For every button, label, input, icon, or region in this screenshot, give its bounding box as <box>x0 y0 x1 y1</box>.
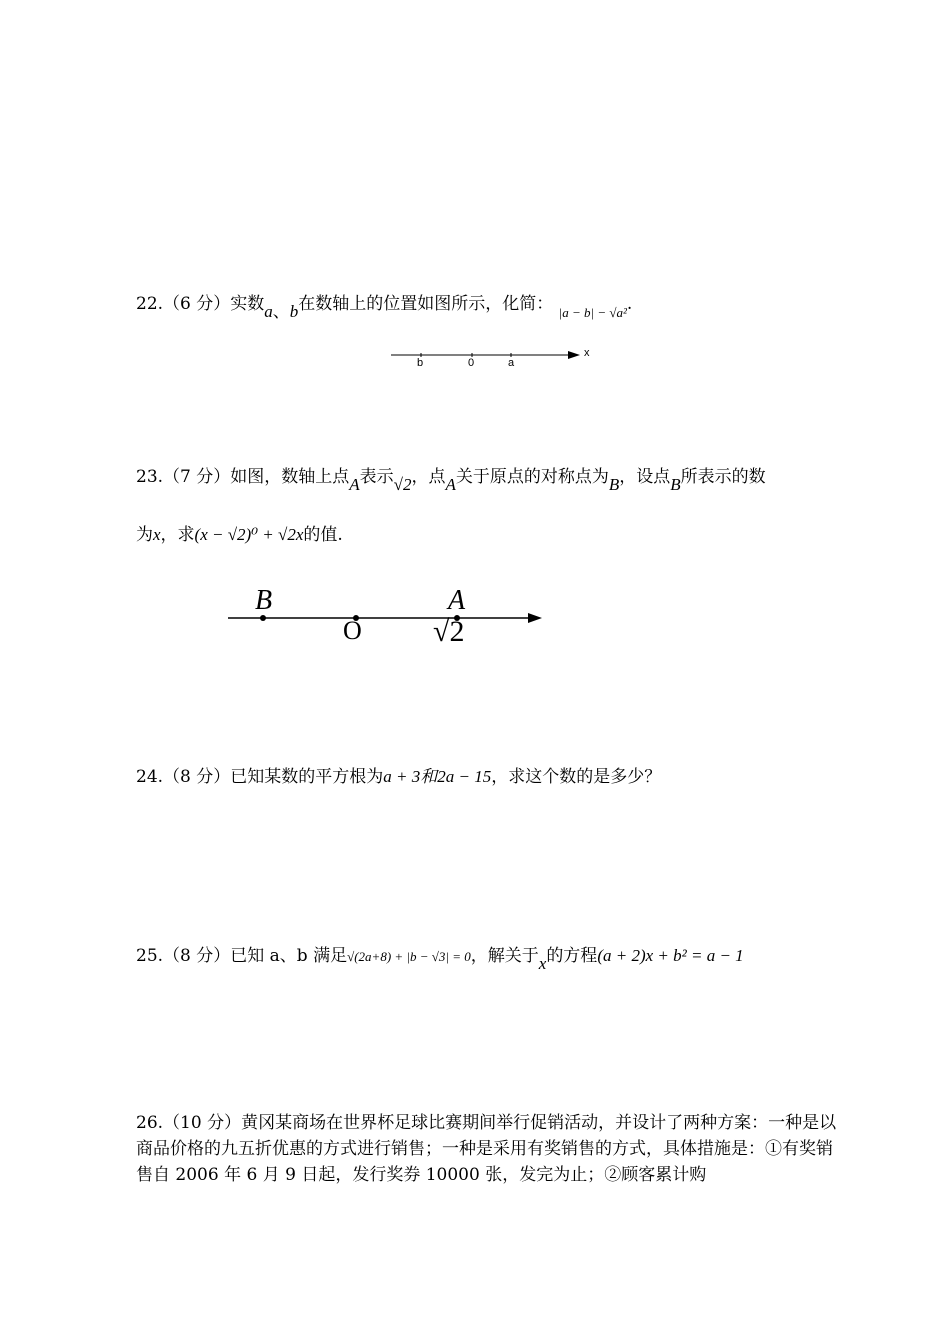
q23-number-line <box>226 608 546 628</box>
q23-arrowhead <box>528 613 542 623</box>
q23-fig-label-b: B <box>255 585 273 616</box>
q25-var-x: x <box>538 954 547 973</box>
q23-point-b: B <box>608 475 620 494</box>
q25-equation: (a + 2)x + b² = a − 1 <box>597 946 744 965</box>
q25-line <box>136 944 744 973</box>
q23-text-1: 23.（7 分）如图，数轴上点 <box>136 467 350 487</box>
q22-line <box>136 292 633 322</box>
q22-prefix: 22.（6 分）实数 <box>136 294 265 314</box>
q26-paragraph: 26.（10 分）黄冈某商场在世界杯足球比赛期间举行促销活动，并设计了两种方案：一种是以商品价格的九五折优惠的方式进行销售；一种是采用有奖销售的方式，具体措施是：①有奖销售自 2006 年 6 月 9 日起，发行奖券 10000 张，发完为止；②顾客累计购 <box>136 1113 837 1185</box>
q25-middle: ，解关于 <box>470 946 539 966</box>
q25-prefix: 25.（8 分）已知 a、b 满足 <box>136 946 348 966</box>
q23-point-b-2: B <box>670 475 681 494</box>
q23-sqrt2: √2 <box>393 475 412 494</box>
q23-point-a: A <box>349 475 360 494</box>
q23-text-2: 表示 <box>359 467 394 487</box>
q22-expression: |a − b| − √a² <box>558 305 627 320</box>
q24-suffix: ，求这个数的是多少？ <box>491 767 662 787</box>
q24-prefix: 24.（8 分）已知某数的平方根为 <box>136 767 384 787</box>
q23-expression: (x − √2)⁰ + √2x <box>194 525 304 544</box>
q23-point-a-2: A <box>445 475 456 494</box>
q22-label-x: x <box>584 347 590 359</box>
q22-label-0: 0 <box>468 357 475 369</box>
q23-text-6: 所表示的数 <box>680 467 766 487</box>
q24-line <box>136 765 661 789</box>
q23-text-7: 为 <box>136 525 153 545</box>
q23-text-5: ，设点 <box>619 467 671 487</box>
q24-expression: a + 3和2a − 15 <box>383 767 492 786</box>
q23-text-4: 关于原点的对称点为 <box>455 467 609 487</box>
q22-middle: 在数轴上的位置如图所示，化简： <box>298 294 554 314</box>
q22-arrowhead <box>568 351 580 359</box>
q23-line-2 <box>136 523 343 547</box>
q23-fig-label-a: A <box>448 585 466 616</box>
q22-label-a: a <box>508 357 515 369</box>
q23-text-8: ，求 <box>160 525 195 545</box>
q23-fig-label-o: O <box>343 616 362 645</box>
q23-fig-label-root2: √2 <box>433 615 465 648</box>
q23-var-x: x <box>153 525 161 544</box>
q23-line-1 <box>136 465 766 494</box>
q25-condition: √(2a+8) + |b − √3| = 0 <box>347 949 471 964</box>
q23-text-3: ，点 <box>411 467 446 487</box>
q23-text-9: 的值. <box>303 525 343 545</box>
q25-middle-2: 的方程 <box>546 946 598 966</box>
q22-end: . <box>626 294 633 314</box>
q22-var-a: a <box>264 302 273 321</box>
q22-label-b: b <box>417 357 424 369</box>
q22-var-b: b <box>289 302 299 321</box>
q22-sep: 、 <box>272 302 290 322</box>
